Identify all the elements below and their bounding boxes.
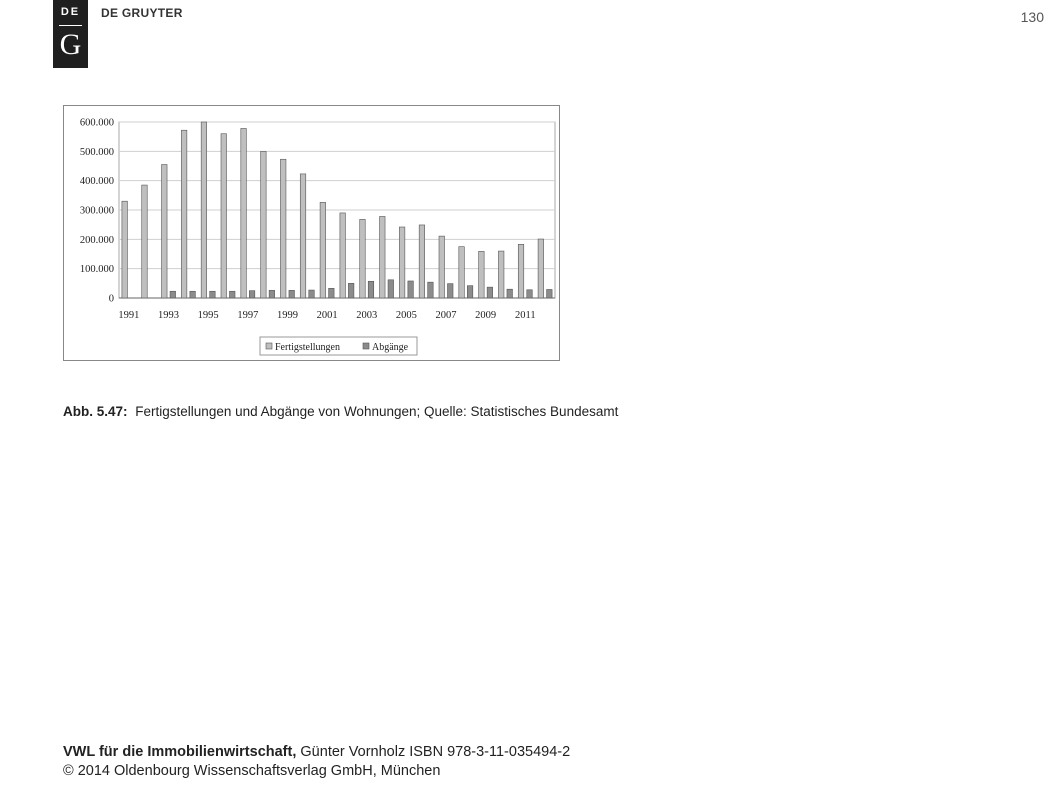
bar-abgaenge xyxy=(309,290,315,298)
bar-abgaenge xyxy=(190,291,196,298)
logo-divider xyxy=(59,25,82,26)
bar-fertigstellungen xyxy=(380,216,386,298)
bar-abgaenge xyxy=(348,283,354,298)
footer-line-1 xyxy=(63,743,570,762)
bar-fertigstellungen xyxy=(142,185,148,298)
x-tick-label: 2011 xyxy=(514,310,536,321)
legend-label: Fertigstellungen xyxy=(275,342,340,353)
bar-abgaenge xyxy=(467,286,473,298)
bar-fertigstellungen xyxy=(498,251,504,298)
bar-abgaenge xyxy=(230,291,236,298)
y-tick-label: 100.000 xyxy=(79,264,114,276)
legend-swatch xyxy=(266,343,272,349)
bar-fertigstellungen xyxy=(320,202,326,298)
bar-abgaenge xyxy=(210,291,216,298)
bar-abgaenge xyxy=(368,281,374,298)
degruyter-logo xyxy=(53,0,88,68)
bar-fertigstellungen xyxy=(459,247,465,298)
bar-fertigstellungen xyxy=(221,134,227,298)
x-tick-label: 2003 xyxy=(356,310,378,321)
bar-abgaenge xyxy=(527,290,533,298)
bar-fertigstellungen xyxy=(122,201,128,298)
bar-fertigstellungen xyxy=(261,151,267,298)
bar-fertigstellungen xyxy=(340,213,346,298)
bar-abgaenge xyxy=(269,290,275,298)
bar-fertigstellungen xyxy=(439,236,445,298)
bar-abgaenge xyxy=(547,289,553,298)
bar-abgaenge xyxy=(249,291,255,298)
publisher-name: DE GRUYTER xyxy=(101,6,183,20)
bar-fertigstellungen xyxy=(241,128,247,298)
bar-fertigstellungen xyxy=(538,239,544,298)
logo-de-text: DE xyxy=(60,6,81,18)
bar-abgaenge xyxy=(448,284,454,298)
bar-abgaenge xyxy=(388,280,394,298)
book-info: Günter Vornholz ISBN 978-3-11-035494-2 xyxy=(300,744,571,760)
y-tick-label: 300.000 xyxy=(79,205,114,217)
legend-label: Abgänge xyxy=(372,342,409,353)
y-tick-label: 400.000 xyxy=(79,176,114,188)
copyright: © 2014 Oldenbourg Wissenschaftsverlag GmbH, München xyxy=(63,763,441,779)
bar-fertigstellungen xyxy=(419,225,425,298)
book-title: VWL für die Immobilienwirtschaft, xyxy=(63,744,297,760)
bar-fertigstellungen xyxy=(280,159,286,298)
x-tick-label: 1997 xyxy=(237,310,259,321)
bar-fertigstellungen xyxy=(201,122,207,298)
bar-abgaenge xyxy=(329,288,335,298)
y-tick-label: 200.000 xyxy=(79,234,114,246)
bar-fertigstellungen xyxy=(300,174,306,298)
chart-frame xyxy=(63,105,560,361)
x-tick-label: 2009 xyxy=(475,310,497,321)
x-tick-label: 2001 xyxy=(316,310,338,321)
x-tick-label: 2007 xyxy=(435,310,457,321)
caption-text: Fertigstellungen und Abgänge von Wohnungen; Quelle: Statistisches Bundesamt xyxy=(135,404,619,419)
y-tick-label: 0 xyxy=(108,293,114,305)
x-tick-label: 1991 xyxy=(118,310,140,321)
bar-fertigstellungen xyxy=(518,244,524,298)
y-tick-label: 500.000 xyxy=(79,146,114,158)
bar-fertigstellungen xyxy=(360,219,366,298)
figure-caption xyxy=(63,404,618,419)
legend-swatch xyxy=(363,343,369,349)
x-tick-label: 2005 xyxy=(395,310,417,321)
bar-fertigstellungen xyxy=(479,251,485,298)
y-tick-label: 600.000 xyxy=(79,117,114,129)
page-number: 130 xyxy=(1020,9,1044,25)
bar-abgaenge xyxy=(170,291,176,298)
bar-abgaenge xyxy=(507,289,513,298)
bar-abgaenge xyxy=(289,290,295,298)
logo-g-text: G xyxy=(59,28,82,61)
bar-fertigstellungen xyxy=(399,227,405,298)
bar-fertigstellungen xyxy=(181,130,187,298)
bar-abgaenge xyxy=(428,282,434,298)
bar-fertigstellungen xyxy=(162,165,168,298)
bar-abgaenge xyxy=(487,287,493,298)
caption-label: Abb. 5.47: xyxy=(63,404,128,419)
bar-chart xyxy=(64,106,559,360)
x-tick-label: 1995 xyxy=(197,310,219,321)
footer xyxy=(63,743,570,781)
bar-abgaenge xyxy=(408,281,414,298)
x-tick-label: 1999 xyxy=(276,310,298,321)
x-tick-label: 1993 xyxy=(158,310,180,321)
